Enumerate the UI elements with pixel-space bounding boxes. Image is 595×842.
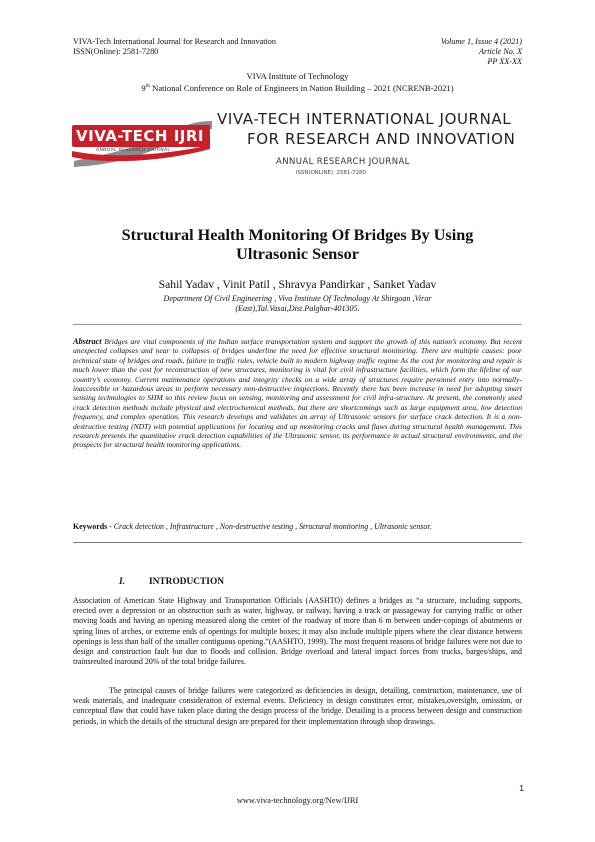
abstract-label: Abstract [73,337,102,346]
journal-name-header: VIVA-Tech International Journal for Research and Innovation [73,37,276,46]
banner-title-line2: FOR RESEARCH AND INNOVATION [247,130,516,148]
issn-header: ISSN(Online): 2581-7280 [73,47,159,56]
section-number: I. [119,577,125,587]
footer-url: www.viva-technology.org/New/IJRI [236,796,359,805]
logo-subtext: ANNUAL RESEARCH JOURNAL [96,148,171,153]
keywords [73,522,522,531]
page-number: 1 [519,783,524,793]
journal-logo [70,115,215,171]
header-divider [73,324,522,325]
pages-header: PP XX-XX [487,57,522,66]
banner-issn: ISSN(ONLINE): 2581-7280 [296,170,366,176]
logo-text: VIVA-TECH IJRI [76,127,204,145]
keywords-divider [73,542,522,543]
paper-title-line2: Ultrasonic Sensor [236,245,359,263]
keywords-label: Keywords [73,522,108,531]
banner-subtitle: ANNUAL RESEARCH JOURNAL [276,157,410,167]
intro-paragraph-1: Association of American State Highway and Transportation Officials (AASHTO) defines a bridges as “a structure, including supports, erected over a depression or an obstruction such as water, highway, or railway, having a track or passageway for carrying traffic or other moving loads and having an opening measured along the center of the roadway of more than 6 m between under-copings of abutments or spring lines of arches, or extreme ends of openings for multiple boxes; it may also include multiple pipers where the clear distance between openings is less than half of the smaller contiguous opening.”(AASHTO, 1999). The most frequent reasons of bridge failures were not due to design and construction fault but due to floods and collision. Bridge overload and lateral impact forces from trucks, barges/ships, and trainsreulted inaround 20% of the total bridge failures. [73,596,522,667]
author-list: Sahil Yadav , Vinit Patil , Shravya Pandirkar , Sanket Yadav [158,278,437,291]
institute-name: VIVA Institute of Technology [246,71,349,81]
article-number-header: Article No. X [479,47,522,56]
abstract-text: Bridges are vital components of the Indian surface transportation system and support the growth of this nation’s economy. But recent unexpected collapses and near to collapses of bridges underline the need for effective structural monitoring. There are multiple causes: poor technical state of bridges and roads, failure to traffic rules, vehicle built to modern highway traffic regime As the cost for monitoring and repair is much lower than the cost for reconstruction of new structures, monitoring is vital for civil infrastructure facilities, which form the lifeline of our country’s economy. Current maintenance operations and integrity checks on a wide array of structures require personnel entry into normally-inaccessible or hazardous areas to perform necessary non-destructive inspections. Recently there has been increase in need for adopting smart sensing technologies to SHM so this review focus on sensing, monitoring and assessment for civil infra-structure. At present, the commonly used crack detection methods include physical and electrochemical methods, but there are shortcomings such as large equipment area, low detection frequency, and complex operation. This research develops and validates an array of Ultrasonic sensors for surface crack detection. It is a non-destructive testing (NDT) with potential applications for locating and up monitoring cracks and flaws during structural health management. This research presents the quantitative crack detection capabilities of the Ultrasonic sensor, its performance in actual structural environments, and the prospects for structural health monitoring applications. [73,337,522,450]
paper-title [60,226,535,264]
banner-title-line1: VIVA-TECH INTERNATIONAL JOURNAL [217,110,512,128]
conference-name: 9th National Conference on Role of Engineers in Nation Building – 2021 (NCRENB-2021) [141,83,454,93]
intro-paragraph-2: The principal causes of bridge failures were categorized as deficiencies in design, detailing, construction, maintenance, use of weak materials, and inadequate consideration of external events. Deficiency in design constitutes error, mistakes,oversight, omission, or conceptual flaw that could have taken place during the design process of the bridge. Detailing is a process between design and construction periods, in which the details of the structural design are prepared for their implementation through shop drawings. [73,686,522,726]
abstract [73,337,522,450]
volume-header: Volume 1, Issue 4 (2021) [440,37,522,46]
section-title: INTRODUCTION [149,577,225,587]
affiliation [80,294,515,314]
affiliation-line2: (East),Tal.Vasai,Dist.Palghar-401305. [235,304,360,313]
paper-title-line1: Structural Health Monitoring Of Bridges By Using [121,226,474,244]
keywords-text: - Crack detection , Infrastructure , Non-destructive testing , Structural monitoring , Ultrasonic sensor. [107,522,432,531]
affiliation-line1: Department Of Civil Engineering , Viva Institute Of Technology At Shirgoan ,Virar [163,294,432,303]
section-heading [119,571,224,589]
